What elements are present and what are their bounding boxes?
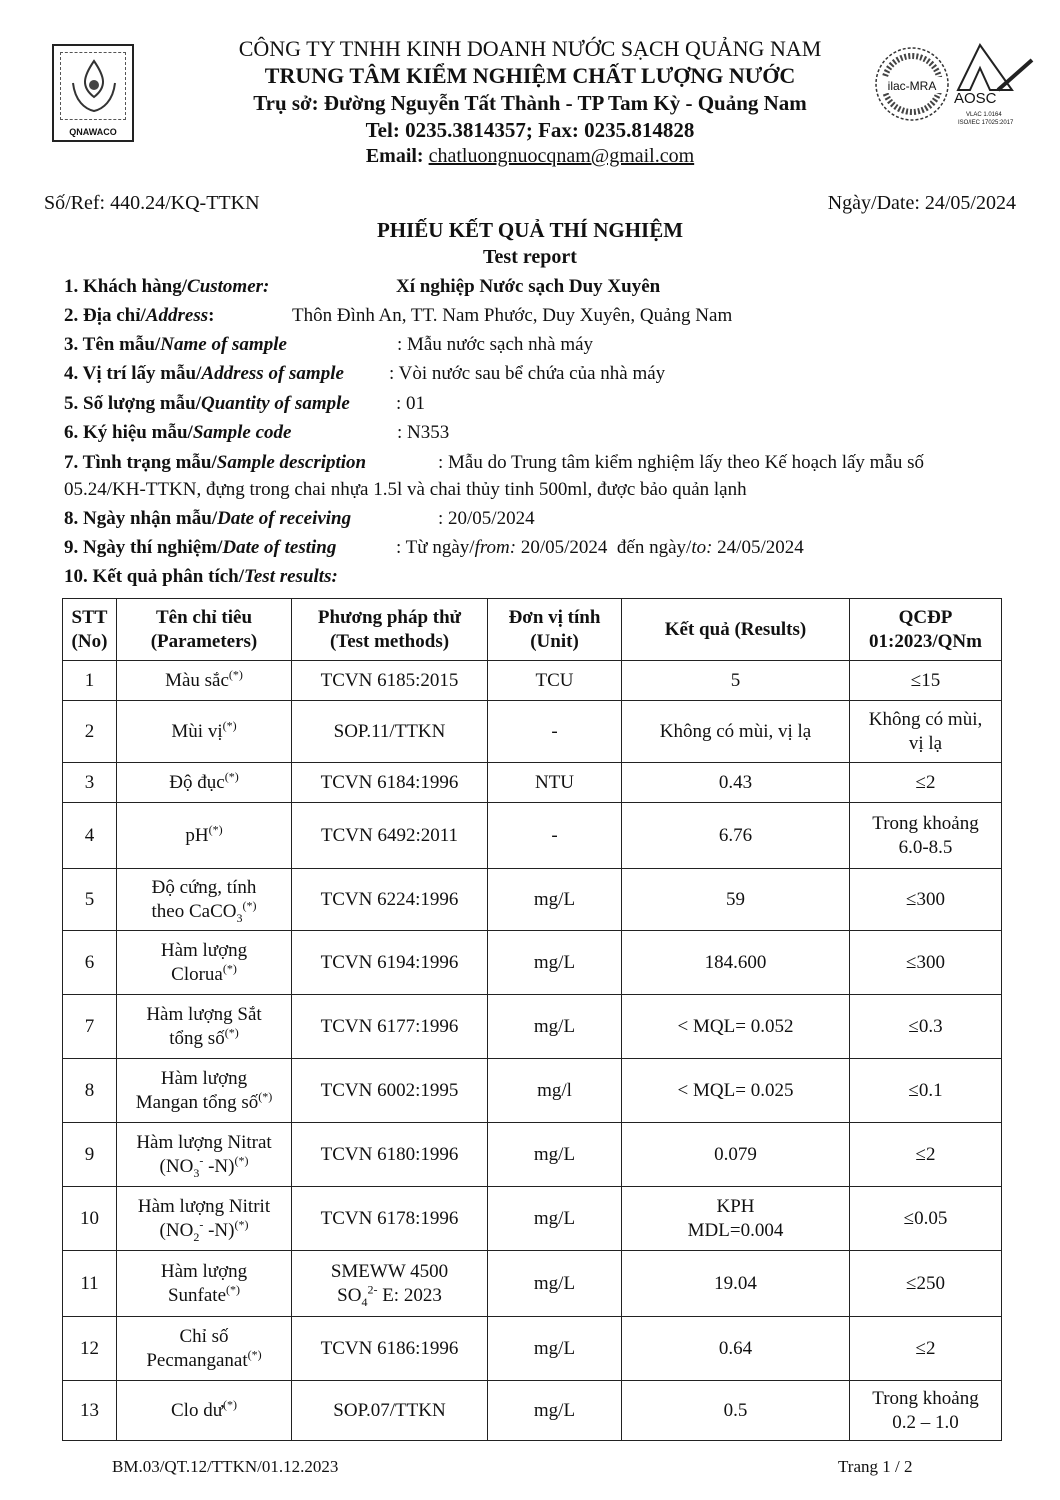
table-cell: 6 xyxy=(63,931,117,995)
receiving-value: : 20/05/2024 xyxy=(438,508,535,529)
header-method xyxy=(292,599,488,661)
table-cell xyxy=(622,1187,850,1251)
text: SMEWW 4500 xyxy=(330,1260,449,1282)
text: MDL=0.004 xyxy=(687,1219,784,1241)
table-cell: 184.600 xyxy=(622,931,850,995)
text: Trong khoảng xyxy=(872,812,979,834)
text: (*) xyxy=(247,1347,262,1362)
logo-left-label: QNAWACO xyxy=(69,127,117,137)
table-cell: 8 xyxy=(63,1059,117,1123)
table-cell xyxy=(117,1317,292,1381)
table-cell: 9 xyxy=(63,1123,117,1187)
table-cell: TCVN 6178:1996 xyxy=(292,1187,488,1251)
testing-label-en: Date of testing xyxy=(222,537,337,558)
aosc-logo xyxy=(950,40,1040,135)
report-date: Ngày/Date: 24/05/2024 xyxy=(827,192,1016,214)
table-cell xyxy=(117,869,292,931)
text: Pecmanganat xyxy=(146,1349,248,1371)
table-cell: mg/L xyxy=(488,1187,622,1251)
center-phone: Tel: 0235.3814357; Fax: 0235.814828 xyxy=(365,118,695,142)
text: Tên chỉ tiêu xyxy=(155,606,253,628)
text: -N) xyxy=(203,1219,235,1241)
table-cell: mg/L xyxy=(488,1381,622,1441)
header-result xyxy=(622,599,850,661)
text: 2 xyxy=(193,1229,200,1244)
table-row xyxy=(63,995,1002,1059)
ilac-mra-logo xyxy=(872,44,952,124)
text: (NO xyxy=(159,1219,194,1241)
text: Kết quả (Results) xyxy=(664,618,807,640)
table-cell: TCVN 6194:1996 xyxy=(292,931,488,995)
table-cell xyxy=(117,1381,292,1441)
table-cell xyxy=(117,1187,292,1251)
table-row xyxy=(63,931,1002,995)
table-cell: ≤0.1 xyxy=(850,1059,1002,1123)
text: (*) xyxy=(258,1089,273,1104)
address-line: 2. Địa chỉ/Address: Thôn Đình An, TT. Nam Phước, Duy Xuyên, Quảng Nam xyxy=(64,305,733,326)
sample-address-line xyxy=(64,363,666,385)
table-row xyxy=(63,1317,1002,1381)
text: 2- xyxy=(367,1282,378,1297)
table-cell: 11 xyxy=(63,1251,117,1317)
quantity-label: 5. Số lượng mẫu/ xyxy=(64,393,202,414)
table-cell: 5 xyxy=(63,869,117,931)
sample-address-label: 4. Vị trí lấy mẫu/ xyxy=(64,363,202,384)
header-unit xyxy=(488,599,622,661)
table-row xyxy=(63,701,1002,763)
table-cell: TCVN 6184:1996 xyxy=(292,763,488,803)
text: (*) xyxy=(234,1153,249,1168)
table-cell: ≤300 xyxy=(850,869,1002,931)
quantity-label-en: Quantity of sample xyxy=(201,393,350,414)
text: (Unit) xyxy=(530,630,579,652)
table-cell: ≤2 xyxy=(850,1317,1002,1381)
address-label-en: Address xyxy=(145,305,209,326)
page-number: Trang 1 / 2 xyxy=(838,1457,913,1476)
text: theo CaCO xyxy=(151,900,237,922)
text: 0.2 – 1.0 xyxy=(892,1411,959,1433)
table-cell: 0.079 xyxy=(622,1123,850,1187)
sample-address-value: : Vòi nước sau bể chứa của nhà máy xyxy=(389,363,666,384)
header-no xyxy=(63,599,117,661)
table-row xyxy=(63,803,1002,869)
text: 3 xyxy=(236,910,243,925)
sample-name-value: : Mẫu nước sạch nhà máy xyxy=(397,334,594,355)
table-row xyxy=(63,763,1002,803)
center-name: TRUNG TÂM KIỂM NGHIỆM CHẤT LƯỢNG NƯỚC xyxy=(264,63,796,88)
table-cell xyxy=(117,701,292,763)
text: Trong khoảng xyxy=(872,1387,979,1409)
testing-to-prefix: đến ngày/ xyxy=(616,537,692,558)
text: Không có mùi, xyxy=(868,708,983,730)
table-cell: TCVN 6185:2015 xyxy=(292,661,488,701)
text: (*) xyxy=(224,769,239,784)
text: (*) xyxy=(224,1025,239,1040)
text: Hàm lượng xyxy=(160,1067,248,1089)
table-cell: 1 xyxy=(63,661,117,701)
text: Độ cứng, tính xyxy=(151,876,257,898)
sample-address-label-en: Address of sample xyxy=(201,363,344,384)
table-cell xyxy=(117,1251,292,1317)
table-cell: TCVN 6177:1996 xyxy=(292,995,488,1059)
description-line xyxy=(64,452,925,474)
text: KPH xyxy=(716,1195,755,1217)
text: 6.0-8.5 xyxy=(898,836,953,858)
table-cell: < MQL= 0.025 xyxy=(622,1059,850,1123)
table-cell: Không có mùi, vị lạ xyxy=(622,701,850,763)
text: Hàm lượng Sắt xyxy=(146,1003,262,1025)
text: Độ đục xyxy=(169,771,225,793)
text: (*) xyxy=(228,667,243,682)
table-cell: TCVN 6224:1996 xyxy=(292,869,488,931)
text: vị lạ xyxy=(908,732,943,754)
email-label: Email: xyxy=(365,145,424,167)
table-cell: ≤300 xyxy=(850,931,1002,995)
table-cell xyxy=(117,763,292,803)
text: Màu sắc xyxy=(165,669,229,691)
description-label-en: Sample description xyxy=(216,452,367,473)
text: STT xyxy=(71,606,108,628)
testing-label: 9. Ngày thí nghiệm/ xyxy=(64,537,223,558)
text: (*) xyxy=(223,1397,237,1412)
table-cell: 10 xyxy=(63,1187,117,1251)
table-cell: 13 xyxy=(63,1381,117,1441)
table-header-row xyxy=(63,599,1002,661)
table-cell: 2 xyxy=(63,701,117,763)
table-cell xyxy=(850,1381,1002,1441)
table-cell: - xyxy=(488,701,622,763)
receiving-label: 8. Ngày nhận mẫu/ xyxy=(64,508,218,529)
table-cell: TCVN 6180:1996 xyxy=(292,1123,488,1187)
testing-line xyxy=(64,537,804,559)
table-row xyxy=(63,1123,1002,1187)
text: Sunfate xyxy=(167,1284,227,1306)
table-cell: TCVN 6492:2011 xyxy=(292,803,488,869)
table-cell xyxy=(850,803,1002,869)
description-line-2: 05.24/KH-TTKN, đựng trong chai nhựa 1.5l và chai thủy tinh 500ml, được bảo quản lạnh xyxy=(64,479,747,500)
text: -N) xyxy=(203,1155,235,1177)
table-cell: ≤15 xyxy=(850,661,1002,701)
table-cell: TCU xyxy=(488,661,622,701)
table-cell: ≤0.3 xyxy=(850,995,1002,1059)
table-cell: mg/L xyxy=(488,931,622,995)
table-cell xyxy=(117,661,292,701)
table-cell: ≤250 xyxy=(850,1251,1002,1317)
results-label: 10. Kết quả phân tích/ xyxy=(64,566,245,587)
sample-code-label: 6. Ký hiệu mẫu/ xyxy=(64,422,193,443)
text: (Parameters) xyxy=(150,630,258,652)
aosc-iso: ISO/IEC 17025:2017 xyxy=(958,120,1014,126)
sample-name-line xyxy=(64,334,594,356)
description-label: 7. Tình trạng mẫu/ xyxy=(64,452,217,473)
table-cell xyxy=(117,931,292,995)
text: tổng số xyxy=(169,1027,225,1049)
table-cell: ≤2 xyxy=(850,1123,1002,1187)
text: - xyxy=(199,1217,204,1232)
table-cell xyxy=(117,1059,292,1123)
text: E: 2023 xyxy=(382,1284,442,1306)
center-address: Trụ sở: Đường Nguyễn Tất Thành - TP Tam Kỳ - Quảng Nam xyxy=(253,91,807,115)
customer-label-en: Customer: xyxy=(187,276,270,297)
table-cell: 7 xyxy=(63,995,117,1059)
text: Clorua xyxy=(171,963,223,985)
sample-code-value: : N353 xyxy=(397,422,450,443)
header-parameter xyxy=(117,599,292,661)
text: (Test methods) xyxy=(329,630,450,652)
customer-label: 1. Khách hàng/ xyxy=(64,276,188,297)
table-cell: - xyxy=(488,803,622,869)
sample-name-label-en: Name of sample xyxy=(160,334,287,355)
testing-from-value: 20/05/2024 xyxy=(520,537,608,558)
table-cell xyxy=(117,995,292,1059)
testing-to-en: to: xyxy=(691,537,713,558)
text: QCĐP xyxy=(898,606,953,628)
text: (NO xyxy=(159,1155,194,1177)
quantity-value: : 01 xyxy=(396,393,426,414)
center-email-line xyxy=(150,145,910,168)
email-link[interactable]: chatluongnuocqnam@gmail.com xyxy=(428,145,695,167)
table-cell: 12 xyxy=(63,1317,117,1381)
reference-number: Số/Ref: 440.24/KQ-TTKN xyxy=(44,192,260,214)
table-cell: mg/L xyxy=(488,869,622,931)
table-cell: mg/L xyxy=(488,995,622,1059)
table-cell: 19.04 xyxy=(622,1251,850,1317)
logo-emblem xyxy=(60,52,126,120)
text: Hàm lượng xyxy=(160,1260,248,1282)
address-value: Thôn Đình An, TT. Nam Phước, Duy Xuyên, Quảng Nam xyxy=(292,305,733,326)
text: pH xyxy=(185,824,209,846)
text: Clo dư xyxy=(171,1399,223,1421)
table-cell: mg/L xyxy=(488,1317,622,1381)
table-cell xyxy=(292,1251,488,1317)
table-cell: TCVN 6186:1996 xyxy=(292,1317,488,1381)
aosc-text: AOSC xyxy=(954,90,997,107)
report-title: PHIẾU KẾT QUẢ THÍ NGHIỆM xyxy=(376,218,684,242)
report-subtitle: Test report xyxy=(483,246,577,268)
company-logo xyxy=(52,44,134,142)
text: Hàm lượng xyxy=(160,939,248,961)
table-cell: 3 xyxy=(63,763,117,803)
text: Chỉ số xyxy=(179,1325,229,1347)
aosc-vlac: VLAC 1.0164 xyxy=(966,112,1002,118)
text: (*) xyxy=(222,718,237,733)
text: 01:2023/QNm xyxy=(869,630,982,652)
table-cell: ≤2 xyxy=(850,763,1002,803)
ilac-text: ilac-MRA xyxy=(887,79,937,93)
table-row xyxy=(63,869,1002,931)
address-label: 2. Địa chỉ/ xyxy=(64,305,146,326)
table-cell: SOP.11/TTKN xyxy=(292,701,488,763)
header-standard xyxy=(850,599,1002,661)
table-cell: 5 xyxy=(622,661,850,701)
results-table xyxy=(62,598,1002,1441)
description-value: : Mẫu do Trung tâm kiểm nghiệm lấy theo Kế hoạch lấy mẫu số xyxy=(438,452,925,473)
text: Đơn vị tính xyxy=(508,606,601,628)
table-row xyxy=(63,661,1002,701)
table-cell: 0.64 xyxy=(622,1317,850,1381)
sample-code-label-en: Sample code xyxy=(192,422,292,443)
table-row xyxy=(63,1381,1002,1441)
customer-value: Xí nghiệp Nước sạch Duy Xuyên xyxy=(396,276,661,297)
sample-code-line xyxy=(64,422,450,444)
table-cell xyxy=(117,1123,292,1187)
receiving-line xyxy=(64,508,535,530)
text: (*) xyxy=(234,1217,249,1232)
text: (*) xyxy=(226,1282,241,1297)
company-name: CÔNG TY TNHH KINH DOANH NƯỚC SẠCH QUẢNG NAM xyxy=(238,36,822,61)
table-cell: 6.76 xyxy=(622,803,850,869)
testing-from-en: from: xyxy=(474,537,517,558)
table-cell: 4 xyxy=(63,803,117,869)
text: - xyxy=(199,1153,204,1168)
form-code: BM.03/QT.12/TTKN/01.12.2023 xyxy=(112,1457,339,1476)
sample-name-label: 3. Tên mẫu/ xyxy=(64,334,161,355)
table-cell: < MQL= 0.052 xyxy=(622,995,850,1059)
table-cell: 0.43 xyxy=(622,763,850,803)
text: Hàm lượng Nitrit xyxy=(137,1195,271,1217)
text: (*) xyxy=(242,898,257,913)
table-cell: mg/l xyxy=(488,1059,622,1123)
testing-from-prefix: : Từ ngày/ xyxy=(396,537,475,558)
text: (No) xyxy=(71,630,108,652)
text: (*) xyxy=(222,961,237,976)
text: SO xyxy=(337,1284,362,1306)
text: Phương pháp thử xyxy=(317,606,462,628)
table-cell xyxy=(117,803,292,869)
table-cell: 0.5 xyxy=(622,1381,850,1441)
quantity-line xyxy=(64,393,426,415)
results-label-en: Test results: xyxy=(244,566,338,587)
customer-line xyxy=(64,276,661,298)
text: 4 xyxy=(361,1294,368,1309)
text: Mangan tổng số xyxy=(135,1091,259,1113)
table-row xyxy=(63,1059,1002,1123)
table-cell: ≤0.05 xyxy=(850,1187,1002,1251)
table-cell: mg/L xyxy=(488,1123,622,1187)
table-cell: TCVN 6002:1995 xyxy=(292,1059,488,1123)
table-cell xyxy=(850,701,1002,763)
testing-to-value: 24/05/2024 xyxy=(717,537,804,558)
table-cell: 59 xyxy=(622,869,850,931)
text: 3 xyxy=(193,1165,200,1180)
table-cell: mg/L xyxy=(488,1251,622,1317)
text: (*) xyxy=(208,822,223,837)
results-heading xyxy=(64,566,338,588)
text: Hàm lượng Nitrat xyxy=(136,1131,272,1153)
table-row xyxy=(63,1187,1002,1251)
table-cell: NTU xyxy=(488,763,622,803)
table-row xyxy=(63,1251,1002,1317)
receiving-label-en: Date of receiving xyxy=(217,508,352,529)
table-cell: SOP.07/TTKN xyxy=(292,1381,488,1441)
text: Mùi vị xyxy=(171,720,223,742)
